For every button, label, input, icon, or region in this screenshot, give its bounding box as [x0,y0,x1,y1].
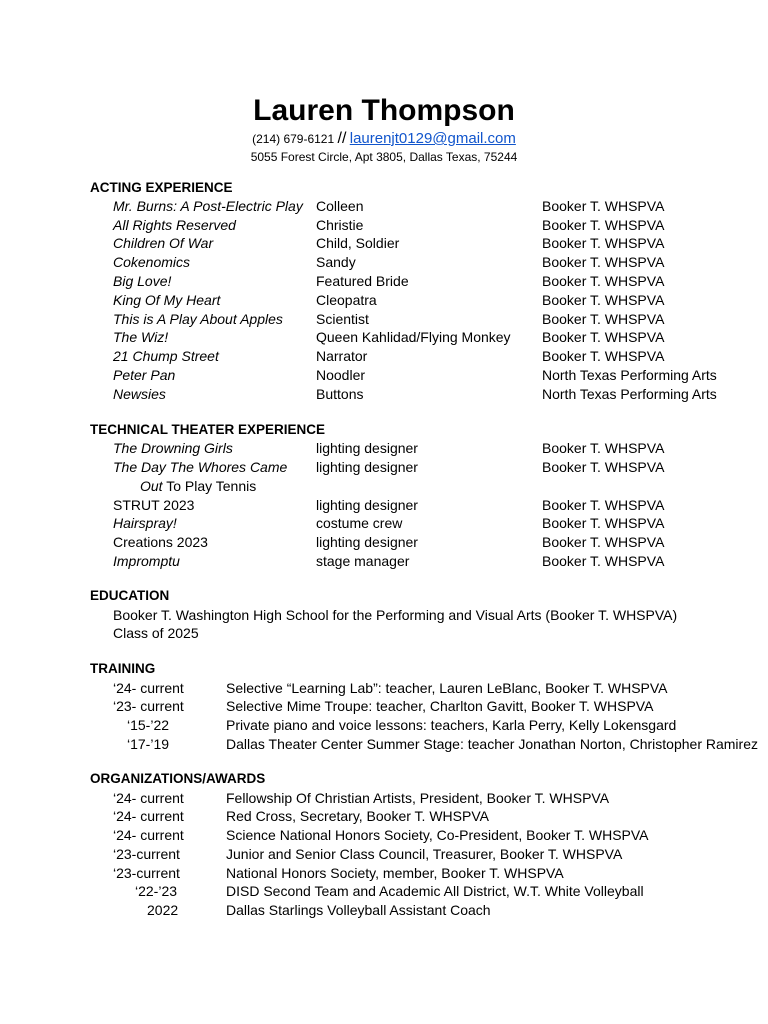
description: Science National Honors Society, Co-President, Booker T. WHSPVA [226,827,649,843]
acting-row [0,272,768,291]
organization-row [0,882,768,901]
resume-name: Lauren Thompson [253,94,515,127]
show-title: The Day The Whores Came [113,459,288,475]
description: Private piano and voice lessons: teachers, Karla Perry, Kelly Lokensgard [226,717,677,733]
acting-row [0,310,768,329]
venue: Booker T. WHSPVA [542,440,665,456]
description: DISD Second Team and Academic All District, W.T. White Volleyball [226,883,644,899]
role: stage manager [316,553,410,569]
venue: Booker T. WHSPVA [542,254,665,270]
technical-row [0,496,768,515]
show-title: Peter Pan [113,367,176,383]
role: Child, Soldier [316,235,400,251]
organization-row [0,901,768,920]
show-title: Hairspray! [113,515,177,531]
contact-separator: // [337,130,347,147]
venue: Booker T. WHSPVA [542,348,665,364]
organization-row [0,807,768,826]
date-range: ‘24- current [113,790,184,806]
organizations-heading: ORGANIZATIONS/AWARDS [90,771,266,786]
venue: North Texas Performing Arts [542,367,717,383]
date-range: ‘23- current [113,698,184,714]
acting-row [0,328,768,347]
role: Buttons [316,386,364,402]
description: Fellowship Of Christian Artists, President, Booker T. WHSPVA [226,790,610,806]
date-range: ‘23-current [113,846,180,862]
show-title: Cokenomics [113,254,191,270]
show-title: Mr. Burns: A Post-Electric Play [113,198,303,214]
organization-row [0,789,768,808]
show-title-continuation [140,477,256,496]
acting-row [0,197,768,216]
technical-row [0,439,768,458]
show-title: Impromptu [113,553,180,569]
education-heading: EDUCATION [90,588,170,603]
phone-number: (214) 679-6121 [252,132,335,146]
acting-heading: ACTING EXPERIENCE [90,180,233,195]
venue: Booker T. WHSPVA [542,311,665,327]
technical-heading: TECHNICAL THEATER EXPERIENCE [90,422,326,437]
date-range: ‘24- current [113,827,184,843]
role: lighting designer [316,459,418,475]
show-title: The Wiz! [113,329,169,345]
education-row [0,624,768,643]
technical-row [0,458,768,477]
show-title: Newsies [113,386,166,402]
acting-row [0,291,768,310]
technical-row [0,514,768,533]
organization-row [0,864,768,883]
venue: Booker T. WHSPVA [542,217,665,233]
role: costume crew [316,515,403,531]
role: Sandy [316,254,356,270]
training-row [0,716,768,735]
show-title-plain-part: To Play Tennis [162,478,257,494]
show-title: King Of My Heart [113,292,221,308]
technical-row-continuation [0,477,768,496]
description: Selective “Learning Lab”: teacher, Lauren LeBlanc, Booker T. WHSPVA [226,680,668,696]
show-title: Children Of War [113,235,214,251]
acting-row [0,234,768,253]
acting-row [0,366,768,385]
address: 5055 Forest Circle, Apt 3805, Dallas Texas, 75244 [250,150,518,164]
role: Narrator [316,348,368,364]
role: lighting designer [316,534,418,550]
date-range: ‘24- current [113,808,184,824]
email-link[interactable]: laurenjt0129@gmail.com [349,130,516,147]
show-title-italic-part: Out [140,478,163,494]
acting-row [0,347,768,366]
school-name: Booker T. Washington High School for the Performing and Visual Arts (Booker T. WHSPVA) [113,607,678,623]
training-heading: TRAINING [90,661,156,676]
venue: Booker T. WHSPVA [542,459,665,475]
role: Queen Kahlidad/Flying Monkey [316,329,511,345]
description: Red Cross, Secretary, Booker T. WHSPVA [226,808,489,824]
venue: Booker T. WHSPVA [542,553,665,569]
role: Colleen [316,198,364,214]
show-title: Big Love! [113,273,172,289]
venue: Booker T. WHSPVA [542,329,665,345]
show-title: 21 Chump Street [113,348,219,364]
role: Featured Bride [316,273,409,289]
venue: Booker T. WHSPVA [542,534,665,550]
contact-line [0,130,768,148]
date-range: ‘17-’19 [127,736,170,752]
description: Dallas Starlings Volleyball Assistant Coach [226,902,491,918]
education-row [0,606,768,625]
training-row [0,679,768,698]
role: Noodler [316,367,366,383]
show-title: The Drowning Girls [113,440,233,456]
show-title: This is A Play About Apples [113,311,283,327]
organization-row [0,826,768,845]
training-row [0,697,768,716]
date-range: ‘24- current [113,680,184,696]
venue: Booker T. WHSPVA [542,515,665,531]
date-range: ‘23-current [113,865,180,881]
show-title: All Rights Reserved [113,217,236,233]
show-title: Creations 2023 [113,534,208,550]
description: Dallas Theater Center Summer Stage: teacher Jonathan Norton, Christopher Ramirez [226,736,758,752]
description: Selective Mime Troupe: teacher, Charlton Gavitt, Booker T. WHSPVA [226,698,654,714]
date-range: 2022 [147,902,179,918]
role: lighting designer [316,440,418,456]
venue: Booker T. WHSPVA [542,198,665,214]
role: lighting designer [316,497,418,513]
technical-row [0,552,768,571]
show-title: STRUT 2023 [113,497,195,513]
acting-row [0,385,768,404]
technical-row [0,533,768,552]
role: Christie [316,217,364,233]
description: National Honors Society, member, Booker T. WHSPVA [226,865,564,881]
training-row [0,735,768,754]
description: Junior and Senior Class Council, Treasurer, Booker T. WHSPVA [226,846,623,862]
acting-row [0,216,768,235]
acting-row [0,253,768,272]
role: Cleopatra [316,292,377,308]
date-range: ‘22-’23 [135,883,178,899]
venue: Booker T. WHSPVA [542,497,665,513]
date-range: ‘15-’22 [127,717,170,733]
role: Scientist [316,311,369,327]
venue: North Texas Performing Arts [542,386,717,402]
venue: Booker T. WHSPVA [542,273,665,289]
venue: Booker T. WHSPVA [542,235,665,251]
graduation-class: Class of 2025 [113,625,199,641]
organization-row [0,845,768,864]
venue: Booker T. WHSPVA [542,292,665,308]
